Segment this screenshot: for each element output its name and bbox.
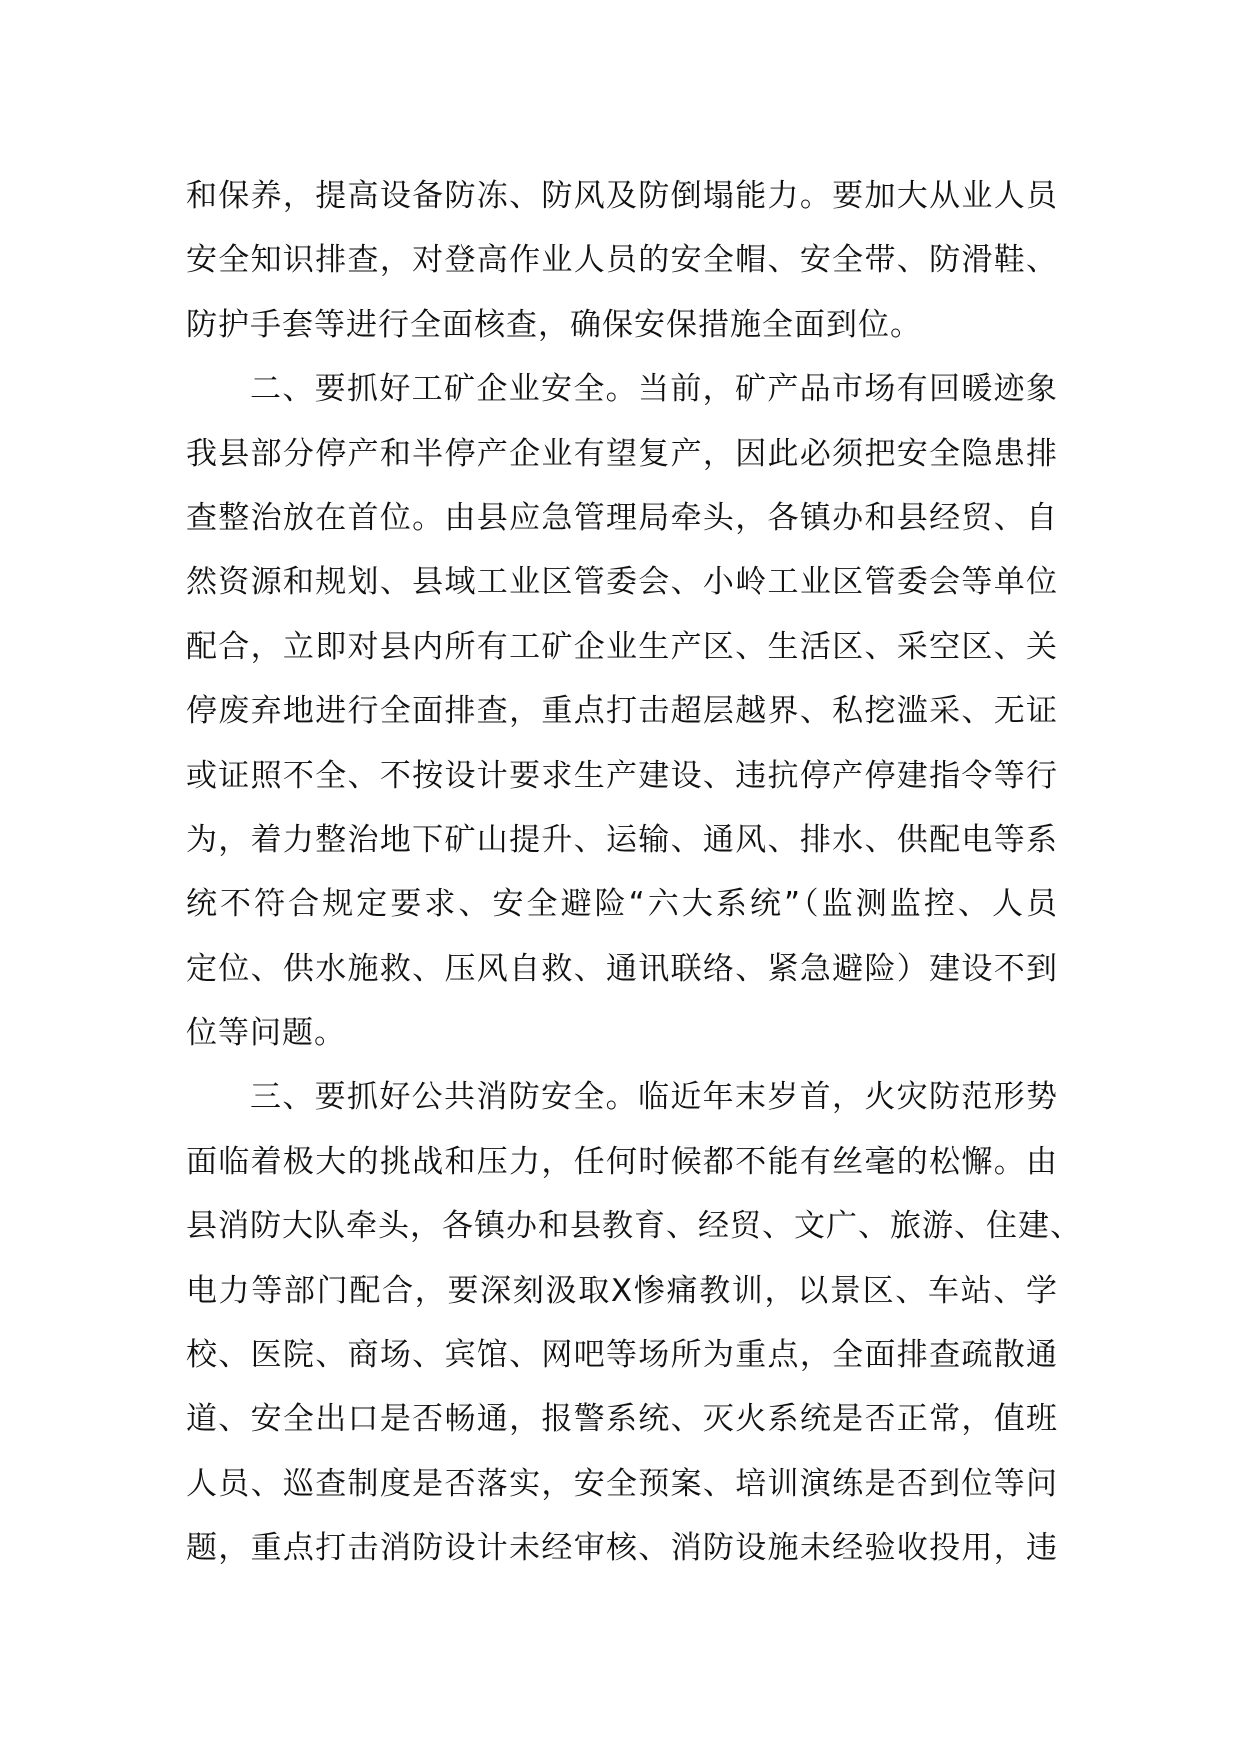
- text-line: 或证照不全、不按设计要求生产建设、违抗停产停建指令等行: [186, 757, 1058, 794]
- paragraph-first-line: 二、要抓好工矿企业安全。当前，矿产品市场有回暖迹象: [250, 371, 1058, 408]
- text-line: 安全知识排查，对登高作业人员的安全帽、安全带、防滑鞋、: [186, 242, 1058, 279]
- text-line: 人员、巡查制度是否落实，安全预案、培训演练是否到位等问: [186, 1465, 1058, 1502]
- text-line: 防护手套等进行全面核查，确保安保措施全面到位。: [186, 306, 922, 343]
- text-line: 定位、供水施救、压风自救、通讯联络、紧急避险）建设不到: [186, 950, 1058, 987]
- text-line: 面临着极大的挑战和压力，任何时候都不能有丝毫的松懈。由: [186, 1143, 1058, 1180]
- text-line: 统不符合规定要求、安全避险“六大系统”（监测监控、人员: [186, 886, 1058, 923]
- text-line: 校、医院、商场、宾馆、网吧等场所为重点，全面排查疏散通: [186, 1337, 1058, 1374]
- text-line: 位等问题。: [186, 1015, 346, 1052]
- paragraph-first-line: 三、要抓好公共消防安全。临近年末岁首，火灾防范形势: [250, 1079, 1058, 1116]
- text-line: 电力等部门配合，要深刻汲取X惨痛教训，以景区、车站、学: [186, 1272, 1058, 1309]
- text-line: 我县部分停产和半停产企业有望复产，因此必须把安全隐患排: [186, 435, 1058, 472]
- text-line: 县消防大队牵头，各镇办和县教育、经贸、文广、旅游、住建、: [186, 1208, 1082, 1245]
- document-body: [186, 164, 1082, 1581]
- text-line: 停废弃地进行全面排查，重点打击超层越界、私挖滥采、无证: [186, 693, 1058, 730]
- text-line: 和保养，提高设备防冻、防风及防倒塌能力。要加大从业人员: [186, 178, 1058, 214]
- text-line: 为，着力整治地下矿山提升、运输、通风、排水、供配电等系: [186, 821, 1058, 858]
- text-line: 配合，立即对县内所有工矿企业生产区、生活区、采空区、关: [186, 628, 1058, 665]
- text-line: 然资源和规划、县域工业区管委会、小岭工业区管委会等单位: [186, 564, 1058, 601]
- text-line: 题，重点打击消防设计未经审核、消防设施未经验收投用，违: [186, 1530, 1058, 1567]
- text-line: 道、安全出口是否畅通，报警系统、灭火系统是否正常，值班: [186, 1401, 1058, 1438]
- text-line: 查整治放在首位。由县应急管理局牵头，各镇办和县经贸、自: [186, 499, 1058, 536]
